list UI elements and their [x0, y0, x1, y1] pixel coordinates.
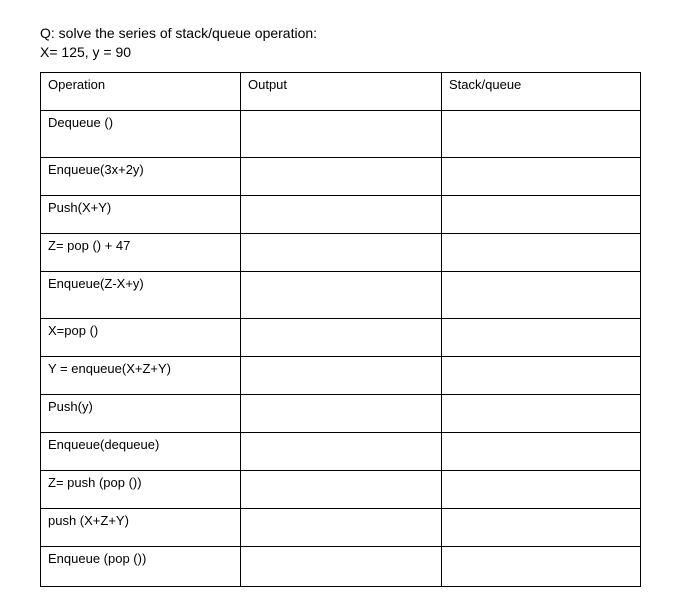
stack-queue-cell[interactable]: [442, 357, 641, 395]
operation-cell: Enqueue(dequeue): [41, 433, 241, 471]
output-cell[interactable]: [241, 111, 442, 158]
header-output: Output: [241, 73, 442, 111]
output-cell[interactable]: [241, 395, 442, 433]
operation-cell: push (X+Z+Y): [41, 509, 241, 547]
stack-queue-cell[interactable]: [442, 319, 641, 357]
operation-cell: Y = enqueue(X+Z+Y): [41, 357, 241, 395]
operation-cell: Z= pop () + 47: [41, 234, 241, 272]
operation-cell: X=pop (): [41, 319, 241, 357]
operation-cell: Push(y): [41, 395, 241, 433]
table-row: [41, 272, 641, 319]
operations-table: [40, 72, 641, 587]
stack-queue-cell[interactable]: [442, 196, 641, 234]
operation-cell: Z= push (pop ()): [41, 471, 241, 509]
table-row: [41, 509, 641, 547]
stack-queue-cell[interactable]: [442, 111, 641, 158]
stack-queue-cell[interactable]: [442, 471, 641, 509]
output-cell[interactable]: [241, 357, 442, 395]
operation-cell: Enqueue (pop ()): [41, 547, 241, 587]
stack-queue-cell[interactable]: [442, 509, 641, 547]
output-cell[interactable]: [241, 319, 442, 357]
operation-cell: Push(X+Y): [41, 196, 241, 234]
stack-queue-cell[interactable]: [442, 433, 641, 471]
table-row: [41, 471, 641, 509]
output-cell[interactable]: [241, 433, 442, 471]
header-stack-queue: Stack/queue: [442, 73, 641, 111]
operation-cell: Enqueue(Z-X+y): [41, 272, 241, 319]
stack-queue-cell[interactable]: [442, 395, 641, 433]
operation-cell: Enqueue(3x+2y): [41, 158, 241, 196]
table-row: [41, 158, 641, 196]
stack-queue-cell[interactable]: [442, 158, 641, 196]
table-header-row: [41, 73, 641, 111]
stack-queue-cell[interactable]: [442, 547, 641, 587]
output-cell[interactable]: [241, 272, 442, 319]
table-row: [41, 234, 641, 272]
table-row: [41, 433, 641, 471]
output-cell[interactable]: [241, 234, 442, 272]
table-row: [41, 395, 641, 433]
stack-queue-cell[interactable]: [442, 234, 641, 272]
output-cell[interactable]: [241, 547, 442, 587]
output-cell[interactable]: [241, 509, 442, 547]
output-cell[interactable]: [241, 471, 442, 509]
stack-queue-cell[interactable]: [442, 272, 641, 319]
table-row: [41, 357, 641, 395]
operation-cell: Dequeue (): [41, 111, 241, 158]
question-prompt: Q: solve the series of stack/queue operation:: [40, 25, 318, 41]
output-cell[interactable]: [241, 196, 442, 234]
header-operation: Operation: [41, 73, 241, 111]
table-row: [41, 111, 641, 158]
table-row: [41, 319, 641, 357]
output-cell[interactable]: [241, 158, 442, 196]
question-variables: X= 125, y = 90: [40, 44, 132, 60]
question-block: [40, 24, 317, 62]
table-row: [41, 547, 641, 587]
table-row: [41, 196, 641, 234]
